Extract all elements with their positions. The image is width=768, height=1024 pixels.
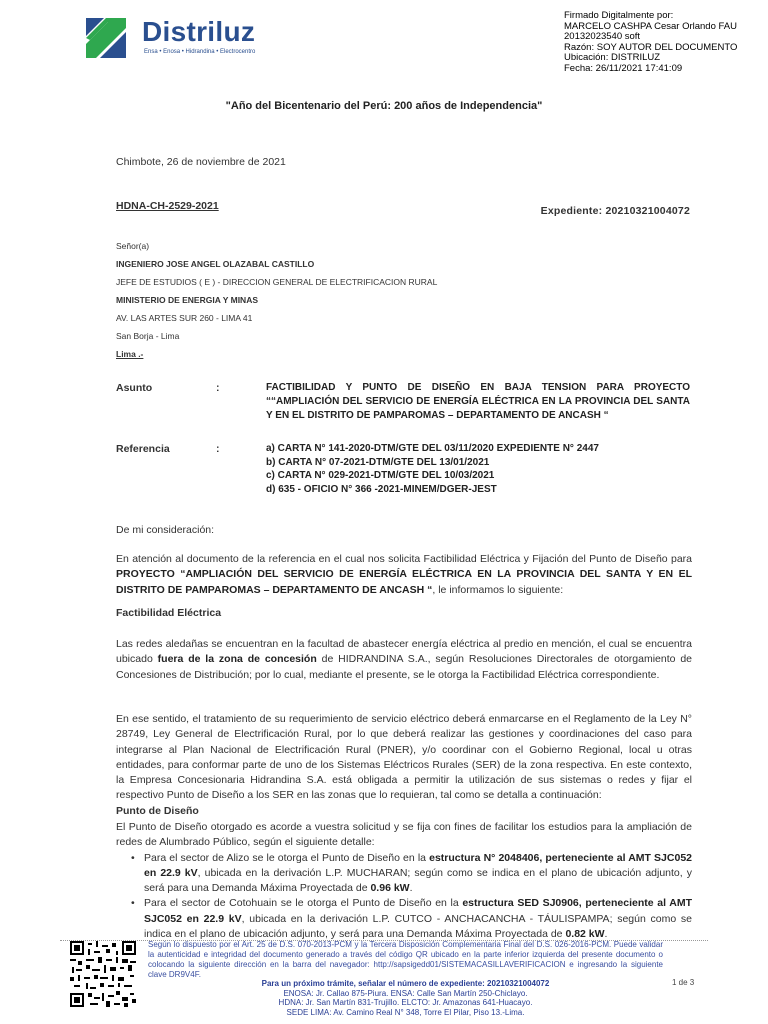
project-name: PROYECTO “AMPLIACIÓN DEL SERVICIO DE ENERGÍA ELÉCTRICA EN LA PROVINCIA DEL SANTA Y EN EL DISTRITO DE PAMPAROMAS – DEPARTAMENTO DE ANCASH “ (116, 568, 692, 596)
referencia-item: b) CARTA N° 07-2021-DTM/GTE DEL 13/01/2021 (266, 456, 490, 468)
date-line: Chimbote, 26 de noviembre de 2021 (116, 156, 286, 168)
bullet-text: Para el sector de Cotohuain se le otorga el Punto de Diseño en la (144, 897, 459, 910)
logo-wordmark: Distriluz (142, 16, 256, 47)
document-id: HDNA-CH-2529-2021 (116, 200, 219, 212)
structure-ref: estructura SED SJ0906, perteneciente al AMT SJC052 en 22.9 kV (144, 897, 692, 925)
bullet-text: , ubicada en la derivación L.P. CUTCO - ANCHACANCHA - TÁULISPAMPA; según como se indica en el plano de ubicación adjunto, y será para una Demanda Máxima Proyectada de (144, 912, 693, 941)
demand-value: 0.82 kW (565, 928, 605, 941)
demand-value: 0.96 kW (370, 882, 410, 895)
distriluz-logo-icon (82, 14, 130, 62)
footer-address-line: ENOSA: Jr. Callao 875-Piura. ENSA: Calle San Martín 250-Chiclayo. (283, 988, 528, 998)
bullet-icon: • (131, 897, 135, 910)
bullet-text: , ubicada en la derivación L.P. MUCHARAN; según como se indica en el plano de ubicación adjunto, y será para una Demanda Máxima Proyectada de (144, 866, 692, 895)
punto-diseno-intro: El Punto de Diseño otorgado es acorde a vuestra solicitud y se fija con fines de facilitar los estudios para la ampliación de redes de Alumbrado Público, según el siguiente detalle: (116, 821, 692, 849)
footer-address-line: SEDE LIMA: Av. Camino Real N° 348, Torre El Pilar, Piso 13.-Lima. (286, 1007, 525, 1017)
footer-address-line: HDNA: Jr. San Martín 831-Trujillo. ELCTO: Jr. Amazonas 641-Huacayo. (278, 998, 533, 1007)
addressee-block (116, 237, 437, 363)
signature-line: Firmado Digitalmente por: (564, 10, 674, 21)
intro-paragraph (116, 552, 692, 598)
legal-notice: Según lo dispuesto por el Art. 25 de D.S. 070-2013-PCM y la Tercera Disposición Complementaria Final del D.S. 026-2016-PCM. Puede validar la autenticidad e integridad del documento generado a través del código QR ubicado en la parte inferior izquierda del presente documento o colocando la siguiente dirección en la barra del navegador: http://sapsigedd01/SISTEMACASILLAVERIFICACION e ingresando la siguiente clave DR9V4F. (148, 940, 663, 979)
signature-line: Razón: SOY AUTOR DEL DOCUMENTO (564, 41, 738, 53)
year-motto: "Año del Bicentenario del Perú: 200 años de Independencia" (225, 100, 543, 112)
referencia-colon: : (216, 443, 220, 455)
referencia-item: c) CARTA N° 029-2021-DTM/GTE DEL 10/03/2021 (266, 470, 495, 481)
list-item (131, 851, 693, 897)
addressee-district: San Borja - Lima (116, 331, 180, 341)
referencia-item: d) 635 - OFICIO N° 366 -2021-MINEM/DGER-JEST (266, 483, 497, 495)
signature-line: MARCELO CASHPA Cesar Orlando FAU (564, 20, 737, 32)
distriluz-logo (82, 14, 262, 68)
intro-text: En atención al documento de la referencia en el cual nos solicita Factibilidad Eléctrica y Fijación del Punto de Diseño para (116, 553, 692, 565)
referencia-label: Referencia (116, 443, 170, 455)
referencia-list (266, 442, 599, 496)
concession-note: fuera de la zona de concesión (157, 653, 317, 666)
qr-code-icon (70, 941, 136, 1007)
signature-line: Fecha: 26/11/2021 17:41:09 (564, 62, 683, 74)
logo-tagline: Ensa • Enosa • Hidrandina • Electrocentro (144, 49, 256, 55)
bullet-icon: • (131, 851, 135, 864)
digital-signature (564, 11, 764, 74)
asunto-label: Asunto (116, 382, 153, 394)
addressee-position: JEFE DE ESTUDIOS ( E ) - DIRECCION GENERAL DE ELECTRIFICACION RURAL (116, 277, 438, 287)
bullet-text: . (604, 928, 608, 941)
expediente-number: Expediente: 20210321004072 (540, 205, 690, 217)
asunto-colon: : (216, 382, 220, 394)
addressee-city: Lima .- (116, 349, 144, 359)
structure-ref: estructura N° 2048406, perteneciente al AMT SJC052 en 22.9 kV (144, 851, 693, 879)
page-number: 1 de 3 (672, 978, 695, 987)
bullet-text: Para el sector de Alizo se le otorga el Punto de Diseño en la (144, 851, 427, 864)
salutation: Señor(a) (116, 241, 150, 251)
tratamiento-paragraph: En ese sentido, el tratamiento de su requerimiento de servicio eléctrico deberá enmarcarse en el Reglamento de la Ley N° 28749, Ley General de Electrificación Rural, por lo que deberá realizar las gestiones y coordinaciones del caso para integrarse al Plan Nacional de Electrificación Rural (PNER), y/o coordinar con el Gobierno Regional, local u otras entidades, para conformar parte de uno de los Sistemas Eléctricos Rurales (SER) de la zona respectiva. En este contexto, la Empresa Concesionaria Hidrandina S.A. está obligada a permitir la utilización de sus sistemas o redes y fijar el respectivo Punto de Diseño a los SER en las zonas que lo requieran, tal como se detalla a continuación: (116, 713, 692, 802)
intro-tail: , le informamos lo siguiente: (432, 583, 564, 596)
punto-diseno-section (116, 820, 692, 942)
punto-diseno-heading: Punto de Diseño (116, 805, 199, 817)
list-item (131, 896, 693, 942)
footer-addresses (148, 979, 663, 1017)
next-procedure-note: Para un próximo trámite, señalar el número de expediente: 20210321004072 (261, 979, 550, 988)
greeting: De mi consideración: (116, 524, 215, 536)
asunto-text: FACTIBILIDAD Y PUNTO DE DISEÑO EN BAJA TENSION PARA PROYECTO ““AMPLIACIÓN DEL SERVICIO DE ENERGÍA ELÉCTRICA EN LA PROVINCIA DEL SANTA Y EN EL DISTRITO DE PAMPAROMAS – DEPARTAMENTO DE ANCASH “ (266, 382, 690, 421)
factibilidad-text: Las redes aledañas se encuentran en la facultad de abastecer energía eléctrica al predio en mención, el cual se encuentra ubicado (116, 638, 692, 666)
factibilidad-paragraph (116, 637, 692, 683)
signature-line: 20132023540 soft (564, 31, 641, 42)
design-points-list (116, 851, 692, 943)
signature-line: Ubicación: DISTRILUZ (564, 52, 661, 63)
addressee-ministry: MINISTERIO DE ENERGIA Y MINAS (116, 295, 259, 305)
referencia-item: a) CARTA N° 141-2020-DTM/GTE DEL 03/11/2020 EXPEDIENTE N° 2447 (266, 443, 599, 454)
factibilidad-tail: de HIDRANDINA S.A., según Resoluciones Directorales de otorgamiento de Concesiones de Distribución; por lo cual, mediante el presente, se le otorga la Factibilidad Eléctrica correspondiente. (116, 653, 693, 681)
addressee-street: AV. LAS ARTES SUR 260 - LIMA 41 (116, 313, 253, 323)
factibilidad-heading: Factibilidad Eléctrica (116, 607, 222, 619)
addressee-name: INGENIERO JOSE ANGEL OLAZABAL CASTILLO (116, 259, 315, 269)
bullet-text: . (409, 882, 413, 895)
